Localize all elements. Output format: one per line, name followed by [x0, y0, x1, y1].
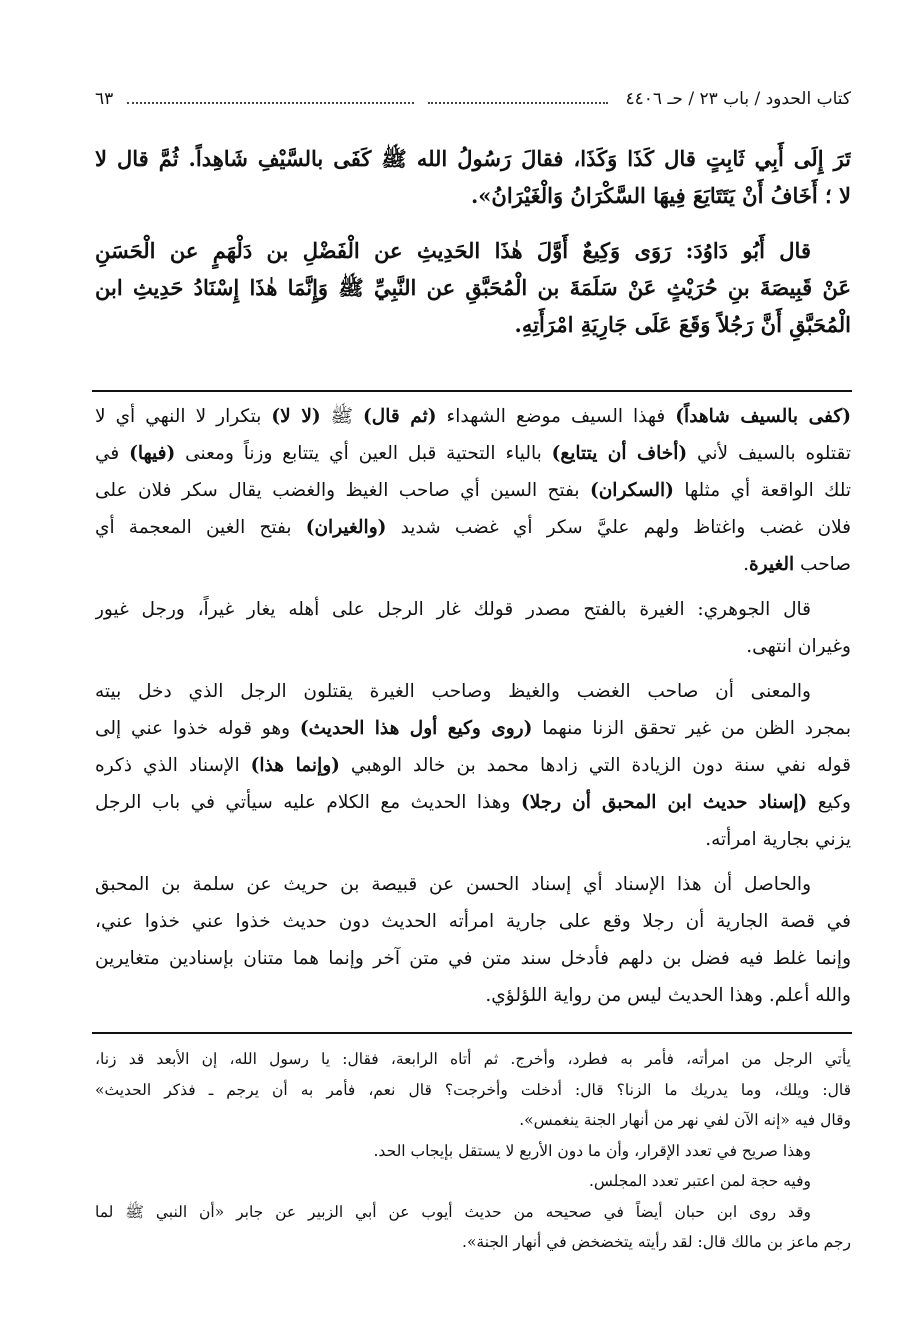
bold-lemma: (إسناد حديث ابن المحبق أن رجلا)	[520, 792, 808, 813]
text-segment: في	[95, 443, 130, 464]
paragraph	[95, 232, 851, 343]
text-segment: فلان غضب واغتاظ ولهم عليَّ سكر أي غضب شديد	[386, 517, 851, 538]
bold-lemma: (فيها)	[129, 443, 176, 464]
text-line	[95, 435, 851, 472]
text-line	[95, 472, 851, 509]
text-line	[95, 1075, 851, 1106]
text-segment: والحاصل أن هذا الإسناد أي إسناد الحسن عن قبيصة بن حريث عن سلمة بن المحبق	[95, 874, 811, 895]
text-segment: وقد روى ابن حبان أيضاً في صحيحه من حديث أيوب عن أبي الزبير عن جابر «أن النبي ﷺ لما	[95, 1202, 811, 1221]
bold-lemma: (والغيران)	[305, 517, 387, 538]
text-segment: الإسناد الذي ذكره	[95, 755, 251, 776]
text-segment: تَرَ إِلَى أَبِي ثَابِتٍ قال كَذَا وَكَذَا، فقالَ رَسُولُ الله ﷺ كَفَى بالسَّيْفِ شَاهِداً. ثُمَّ قال لا	[95, 146, 851, 171]
leader-dots	[127, 94, 413, 104]
text-line	[95, 177, 851, 214]
text-segment: وفيه حجة لمن اعتبر تعدد المجلس.	[588, 1172, 811, 1190]
text-segment: ﷺ	[320, 406, 364, 427]
text-line	[95, 821, 851, 858]
divider	[92, 390, 852, 392]
leader-dots	[428, 94, 608, 104]
text-line	[95, 903, 851, 940]
paragraph	[95, 866, 851, 1014]
bold-lemma: (السكران)	[589, 480, 674, 501]
text-segment: بالياء التحتية قبل العين أي يتتابع وزناً ومعنى	[175, 443, 552, 464]
bold-lemma: (أخاف أن يتتايع)	[551, 443, 688, 464]
text-segment: وهذا الحديث مع الكلام عليه سيأتي في باب الرجل	[95, 792, 521, 813]
text-line	[95, 866, 851, 903]
bold-lemma: الغيرة	[748, 554, 795, 575]
text-segment: رجم ماعز بن مالك قال: لقد رأيته يتخضخض في أنهار الجنة».	[462, 1233, 851, 1251]
bold-lemma: (وإنما هذا)	[250, 755, 340, 776]
bold-lemma: (لا لا)	[271, 406, 321, 427]
text-segment: وهو قوله خذوا عني إلى	[95, 718, 300, 739]
text-line	[95, 398, 851, 435]
text-line	[95, 784, 851, 821]
text-line	[95, 940, 851, 977]
paragraph	[95, 140, 851, 214]
commentary	[95, 398, 851, 1022]
paragraph	[95, 1166, 851, 1197]
text-segment: صاحب	[794, 554, 851, 575]
running-title: كتاب الحدود / باب ٢٣ / حـ ٤٤٠٦	[625, 89, 851, 109]
text-line	[95, 140, 851, 177]
text-line	[95, 1166, 851, 1197]
text-line	[95, 1227, 851, 1258]
paragraph	[95, 1136, 851, 1167]
text-segment: بفتح الغين المعجمة أي	[95, 517, 306, 538]
text-line	[95, 306, 851, 343]
text-segment: الْمُحَبَّقِ أَنَّ رَجُلاً وَقَعَ عَلَى جَارِيَةِ امْرَأَتِهِ.	[514, 312, 851, 337]
text-segment: والله أعلم. وهذا الحديث ليس من رواية اللؤلؤي.	[485, 985, 851, 1006]
running-title-group	[428, 89, 851, 109]
text-segment: وقال فيه «إنه الآن لفي نهر من أنهار الجنة ينغمس».	[519, 1111, 851, 1129]
text-segment: يزني بجارية امرأته.	[705, 829, 851, 850]
text-segment: .	[743, 554, 749, 575]
text-segment: بفتح السين أي صاحب الغيظ والغضب يقال سكر فلان على	[95, 480, 590, 501]
paragraph	[95, 1044, 851, 1136]
text-segment: وإنما غلط فيه فضل بن دلهم فأدخل سند متن في متن آخر وإنما هما متنان بإسنادين متغايرين	[95, 948, 851, 969]
text-segment: بمجرد الظن من غير تحقق الزنا منهما	[532, 718, 851, 739]
text-line	[95, 1136, 851, 1167]
text-segment: قال: ويلك، وما يدريك ما الزنا؟ قال: أدخلت وأخرجت؟ قال نعم، فأمر به أن يرجم ـ فذكر الحديث»	[95, 1080, 851, 1099]
bold-lemma: (كفى بالسيف شاهداً)	[675, 406, 851, 427]
hadith-text	[95, 140, 851, 361]
text-line	[95, 269, 851, 306]
text-segment: في قصة الجارية أن رجلا وقع على جارية امرأته الحديث دون حديث خذوا عني خذوا عني،	[95, 911, 851, 932]
text-line	[95, 710, 851, 747]
paragraph	[95, 673, 851, 858]
text-segment: قال الجوهري: الغيرة بالفتح مصدر قولك غار الرجل على أهله يغار غيراً، ورجل غيور	[95, 599, 811, 620]
text-line	[95, 232, 851, 269]
text-line	[95, 977, 851, 1014]
text-line	[95, 1197, 851, 1228]
text-line	[95, 591, 851, 628]
text-line	[95, 546, 851, 583]
text-segment: وهذا صريح في تعدد الإقرار، وأن ما دون الأربع لا يستقل بإيجاب الحد.	[373, 1141, 811, 1160]
bold-lemma: (روى وكيع أول هذا الحديث)	[299, 718, 533, 739]
text-line	[95, 1105, 851, 1136]
text-line	[95, 509, 851, 546]
text-segment: والمعنى أن صاحب الغضب والغيظ وصاحب الغيرة يقتلون الرجل الذي دخل بيته	[95, 681, 811, 702]
paragraph	[95, 591, 851, 665]
text-segment: وكيع	[807, 792, 851, 813]
text-line	[95, 673, 851, 710]
running-header	[95, 84, 851, 114]
bold-lemma: (ثم قال)	[363, 406, 437, 427]
paragraph	[95, 398, 851, 583]
divider	[92, 1032, 852, 1034]
text-segment: لا ؛ أَخَافُ أَنْ يَتَتَايَعَ فِيهَا السَّكْرَانُ وَالْغَيْرَانُ».	[471, 183, 851, 208]
text-segment: بتكرار لا النهي أي لا	[95, 406, 272, 427]
text-segment: قوله نفي سنة دون الزيادة التي زادها محمد بن خالد الوهبي	[339, 755, 851, 776]
text-segment: فهذا السيف موضع الشهداء	[436, 406, 676, 427]
text-segment: يأتي الرجل من امرأته، فأمر به فطرد، وأخرج. ثم أتاه الرابعة، فقال: يا رسول الله، إن الأبعد قد زنا،	[95, 1050, 851, 1068]
text-line	[95, 628, 851, 665]
page-number: ٦٣	[95, 89, 114, 109]
footnotes	[95, 1044, 851, 1258]
text-segment: تلك الواقعة أي مثلها	[673, 480, 851, 501]
paragraph	[95, 1197, 851, 1258]
text-segment: تقتلوه بالسيف لأني	[687, 443, 851, 464]
text-segment: عَنْ قَبِيصَةَ بنِ حُرَيْثٍ عَنْ سَلَمَةَ بن الْمُحَبَّقِ عن النَّبِيِّ ﷺ وَإِنَّمَا هٰذَا إِسْنَادُ حَدِيثِ ابن	[95, 275, 851, 300]
text-line	[95, 747, 851, 784]
text-segment: وغيران انتهى.	[746, 636, 851, 657]
text-line	[95, 1044, 851, 1075]
text-segment: قال أَبُو دَاوُدَ: رَوَى وَكِيعٌ أَوَّلَ هٰذَا الحَدِيثِ عن الْفَضْلِ بن دَلْهَمٍ عن الْحَسَنِ	[95, 238, 811, 263]
